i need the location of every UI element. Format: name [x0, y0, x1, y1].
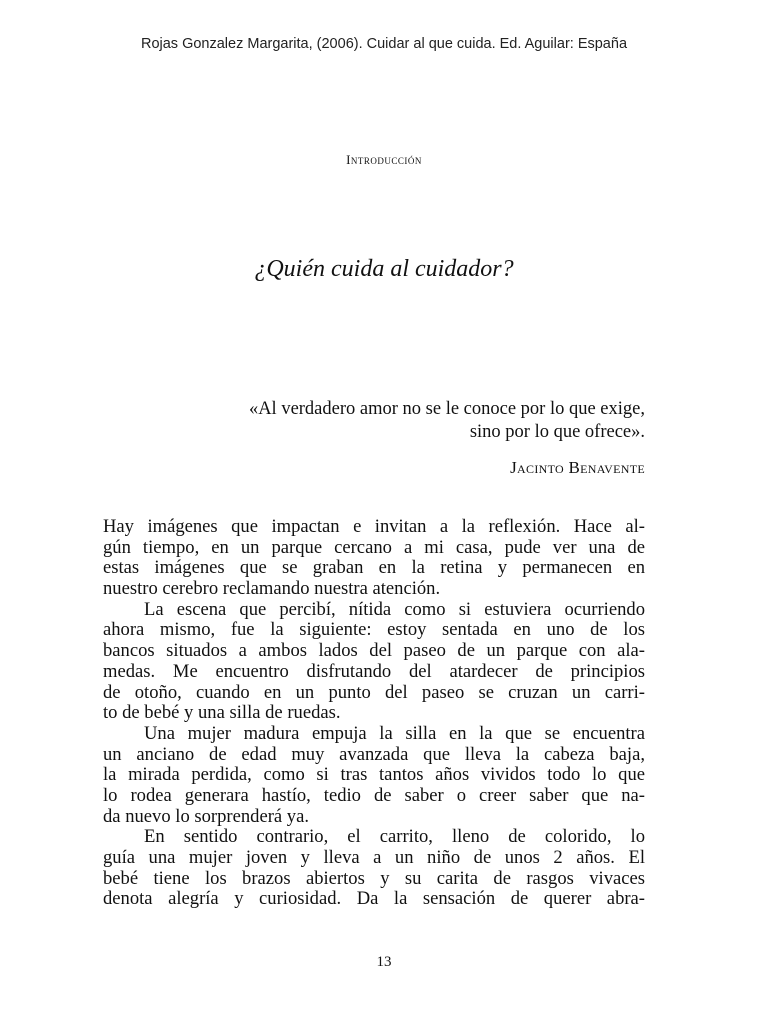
text-line: medas. Me encuentro disfrutando del atardecer de principios	[103, 660, 645, 682]
text-line: En sentido contrario, el carrito, lleno de colorido, lo	[144, 826, 645, 848]
epigraph-quote	[140, 398, 645, 444]
text-line: un anciano de edad muy avanzada que lleva la cabeza baja,	[103, 743, 645, 765]
source-citation: Rojas Gonzalez Margarita, (2006). Cuidar al que cuida. Ed. Aguilar: España	[140, 36, 628, 52]
epigraph-author: Jacinto Benavente	[510, 458, 645, 477]
text-line: Una mujer madura empuja la silla en la que se encuentra	[144, 722, 645, 744]
text-line: La escena que percibí, nítida como si estuviera ocurriendo	[144, 598, 645, 620]
text-line: bancos situados a ambos lados del paseo de un parque con ala-	[103, 640, 645, 662]
chapter-title: ¿Quién cuida al cuidador?	[254, 256, 514, 282]
text-line: to de bebé y una silla de ruedas.	[103, 702, 341, 724]
text-line: da nuevo lo sorprenderá ya.	[103, 805, 310, 827]
text-line: ahora mismo, fue la siguiente: estoy sentada en uno de los	[103, 619, 645, 641]
epigraph-line: sino por lo que ofrece».	[469, 422, 645, 442]
text-line: Hay imágenes que impactan e invitan a la reflexión. Hace al-	[103, 516, 645, 537]
text-line: guía una mujer joven y lleva a un niño de unos 2 años. El	[103, 847, 645, 868]
text-line: bebé tiene los brazos abiertos y su carita de rasgos vivaces	[103, 867, 645, 889]
epigraph-line: «Al verdadero amor no se le conoce por lo que exige,	[248, 399, 645, 419]
text-line: denota alegría y curiosidad. Da la sensación de querer abra-	[103, 888, 645, 910]
text-line: estas imágenes que se graban en la retina y permanecen en	[103, 557, 645, 579]
body-text	[103, 517, 645, 910]
text-line: nuestro cerebro reclamando nuestra atención.	[103, 578, 441, 600]
text-line: gún tiempo, en un parque cercano a mi casa, pude ver una de	[103, 536, 645, 558]
text-line: de otoño, cuando en un punto del paseo se cruzan un carri-	[103, 681, 645, 703]
section-label: Introducción	[346, 152, 422, 167]
text-line: la mirada perdida, como si tras tantos años vividos todo lo que	[103, 764, 645, 786]
page-number: 13	[376, 954, 392, 970]
text-line: lo rodea generara hastío, tedio de saber o creer saber que na-	[103, 784, 645, 806]
